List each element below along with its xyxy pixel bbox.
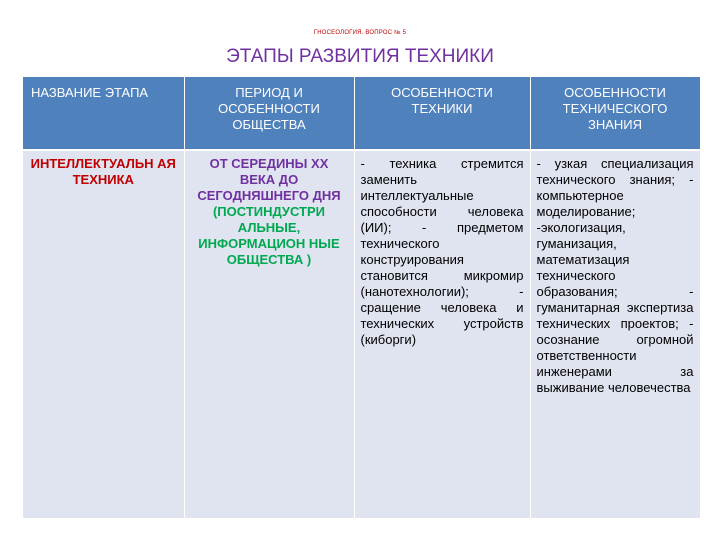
table-row [23,150,700,518]
header-technique-features: ОСОБЕННОСТИ ТЕХНИКИ [354,77,530,150]
stages-table [23,77,701,518]
cell-period [184,150,354,518]
table-header-row [23,77,700,150]
page-title: ЭТАПЫ РАЗВИТИЯ ТЕХНИКИ [226,46,494,67]
cell-knowledge: - узкая специализация технического знания; - компьютерное моделирование; -экологизация, гуманизация, математизация технического образования; - гуманитарная экспертиза технических проектов; - осознание огромной ответственности инженерами за выживание человечества [530,150,700,518]
header-stage-name: НАЗВАНИЕ ЭТАПА [23,77,184,150]
period-time: ОТ СЕРЕДИНЫ ХХ ВЕКА ДО СЕГОДНЯШНЕГО ДНЯ [197,156,341,203]
header-period: ПЕРИОД И ОСОБЕННОСТИ ОБЩЕСТВА [184,77,354,150]
cell-stage: ИНТЕЛЛЕКТУАЛЬН АЯ ТЕХНИКА [23,150,184,518]
header-knowledge-features: ОСОБЕННОСТИ ТЕХНИЧЕСКОГО ЗНАНИЯ [530,77,700,150]
period-society: (ПОСТИНДУСТРИ АЛЬНЫЕ, ИНФОРМАЦИОН НЫЕ ОБЩЕСТВА ) [198,204,340,267]
cell-technique: - техника стремится заменить интеллектуальные способности человека (ИИ); - предметом технического конструирования становится микромир (нанотехнологии); - сращение человека и технических устройств (киборги) [354,150,530,518]
subtitle-line: ГНОСЕОЛОГИЯ. ВОПРОС № 5 [313,30,407,36]
